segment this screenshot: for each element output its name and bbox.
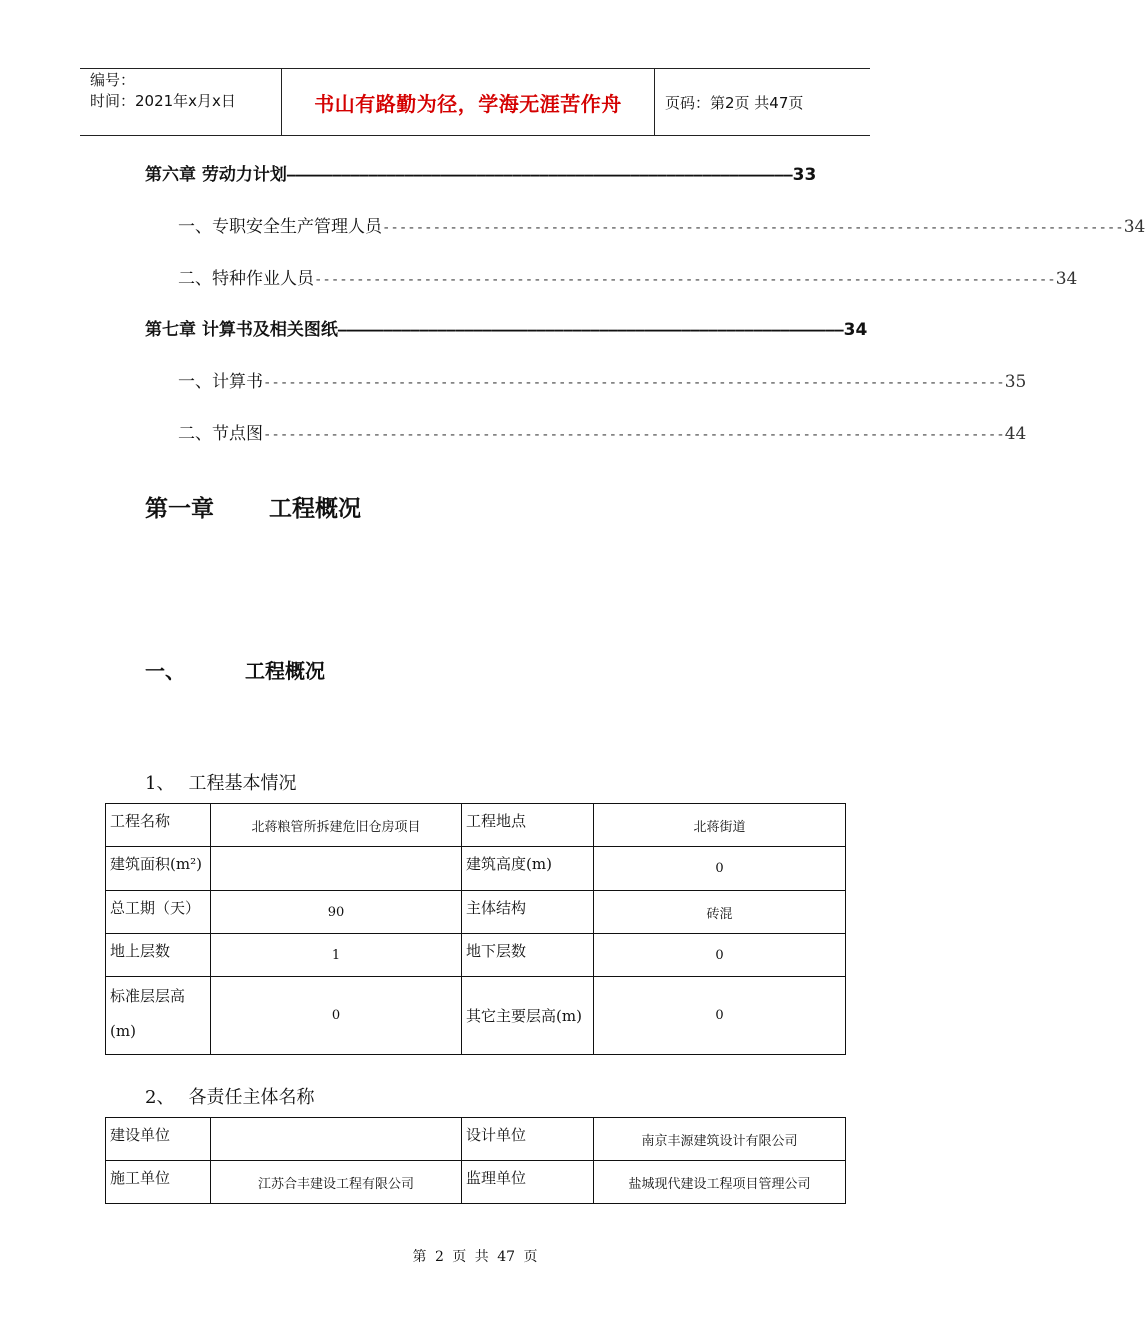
toc-num: 二、 bbox=[178, 424, 212, 444]
toc-label: 专职安全生产管理人员 bbox=[212, 217, 382, 237]
toc-leader: ———————————————————————————————————————————————————————— bbox=[286, 166, 793, 184]
time-label: 时间：2021年x月x日 bbox=[90, 92, 236, 110]
toc-page: 44 bbox=[1004, 424, 1027, 444]
chapter-num: 第一章 bbox=[145, 496, 214, 522]
toc-num: 一、 bbox=[178, 217, 212, 237]
table-row bbox=[106, 934, 846, 977]
table-cell: 其它主要层高(m) bbox=[462, 977, 594, 1055]
table-cell: 90 bbox=[211, 891, 462, 934]
table-cell: 盐城现代建设工程项目管理公司 bbox=[594, 1161, 846, 1204]
table-cell: 0 bbox=[594, 934, 846, 977]
cell-line: (m) bbox=[110, 1022, 136, 1040]
toc-leader: ---------------------------------------------------------------------------------------- bbox=[314, 272, 1056, 288]
table-row bbox=[106, 847, 846, 891]
cell-line: 标准层层高 bbox=[110, 987, 186, 1005]
table-cell: 建筑面积(m²) bbox=[106, 847, 211, 891]
subsection-title: 工程基本情况 bbox=[188, 773, 297, 794]
toc-label: 第七章 计算书及相关图纸 bbox=[145, 320, 338, 340]
header-motto: 书山有路勤为径，学海无涯苦作舟 bbox=[314, 92, 622, 116]
subsection-heading bbox=[145, 1083, 314, 1109]
table-cell: 0 bbox=[211, 977, 462, 1055]
toc-label: 节点图 bbox=[212, 424, 263, 444]
toc-leader: ---------------------------------------------------------------------------------------- bbox=[382, 220, 1124, 236]
table-cell: 南京丰源建筑设计有限公司 bbox=[594, 1118, 846, 1161]
table-cell: 北蒋粮管所拆建危旧仓房项目 bbox=[211, 804, 462, 847]
toc-entry[interactable] bbox=[178, 212, 1145, 237]
page-footer: 第 2 页 共 47 页 bbox=[412, 1249, 538, 1265]
toc-entry[interactable] bbox=[178, 367, 1027, 392]
toc-entry[interactable] bbox=[178, 264, 1078, 289]
section-title: 工程概况 bbox=[245, 659, 325, 683]
subsection-heading bbox=[145, 769, 296, 795]
table-cell: 设计单位 bbox=[462, 1118, 594, 1161]
table-row bbox=[106, 804, 846, 847]
chapter-title: 工程概况 bbox=[269, 496, 361, 522]
table-cell: 主体结构 bbox=[462, 891, 594, 934]
table-cell: 建筑高度(m) bbox=[462, 847, 594, 891]
table-cell: 监理单位 bbox=[462, 1161, 594, 1204]
table-cell: 建设单位 bbox=[106, 1118, 211, 1161]
responsible-parties-table bbox=[105, 1117, 846, 1204]
header-page-label: 页码：第2页 共47页 bbox=[665, 94, 804, 112]
subsection-num: 2、 bbox=[145, 1087, 175, 1108]
table-row bbox=[106, 891, 846, 934]
table-cell bbox=[211, 847, 462, 891]
toc-label: 计算书 bbox=[212, 372, 263, 392]
toc-leader: ---------------------------------------------------------------------------------------- bbox=[263, 427, 1005, 443]
table-row bbox=[106, 1118, 846, 1161]
toc-entry[interactable] bbox=[178, 419, 1027, 444]
toc-page: 35 bbox=[1004, 372, 1027, 392]
toc-entry[interactable] bbox=[145, 160, 817, 185]
project-basic-info-table bbox=[105, 803, 846, 1055]
toc-page: 34 bbox=[1123, 217, 1145, 237]
table-cell: 北蒋街道 bbox=[594, 804, 846, 847]
header-meta bbox=[90, 70, 236, 112]
table-cell: 工程名称 bbox=[106, 804, 211, 847]
chapter-heading bbox=[145, 490, 361, 523]
toc-leader: ---------------------------------------------------------------------------------------- bbox=[263, 375, 1005, 391]
subsection-num: 1、 bbox=[145, 773, 175, 794]
section-heading bbox=[145, 655, 325, 684]
table-cell: 地上层数 bbox=[106, 934, 211, 977]
toc-leader: ———————————————————————————————————————————————————————— bbox=[337, 321, 844, 339]
header-bottom-rule bbox=[80, 135, 870, 136]
toc-page: 34 bbox=[1055, 269, 1078, 289]
table-cell: 地下层数 bbox=[462, 934, 594, 977]
header-divider bbox=[654, 68, 655, 135]
section-num: 一、 bbox=[145, 659, 185, 683]
table-cell: 总工期（天） bbox=[106, 891, 211, 934]
toc-entry[interactable] bbox=[145, 315, 868, 340]
toc-page: 34 bbox=[843, 320, 868, 340]
table-cell: 0 bbox=[594, 977, 846, 1055]
toc-label: 特种作业人员 bbox=[212, 269, 314, 289]
table-row bbox=[106, 1161, 846, 1204]
table-row bbox=[106, 977, 846, 1055]
toc-page: 33 bbox=[792, 165, 817, 185]
table-cell: 工程地点 bbox=[462, 804, 594, 847]
table-cell: 0 bbox=[594, 847, 846, 891]
toc-label: 第六章 劳动力计划 bbox=[145, 165, 287, 185]
table-cell bbox=[211, 1118, 462, 1161]
table-cell: 江苏合丰建设工程有限公司 bbox=[211, 1161, 462, 1204]
table-cell bbox=[106, 977, 211, 1055]
table-cell: 砖混 bbox=[594, 891, 846, 934]
header-top-rule bbox=[80, 68, 870, 69]
toc-num: 二、 bbox=[178, 269, 212, 289]
table-cell: 1 bbox=[211, 934, 462, 977]
subsection-title: 各责任主体名称 bbox=[188, 1087, 315, 1108]
toc-num: 一、 bbox=[178, 372, 212, 392]
serial-label: 编号： bbox=[90, 71, 136, 89]
table-cell: 施工单位 bbox=[106, 1161, 211, 1204]
